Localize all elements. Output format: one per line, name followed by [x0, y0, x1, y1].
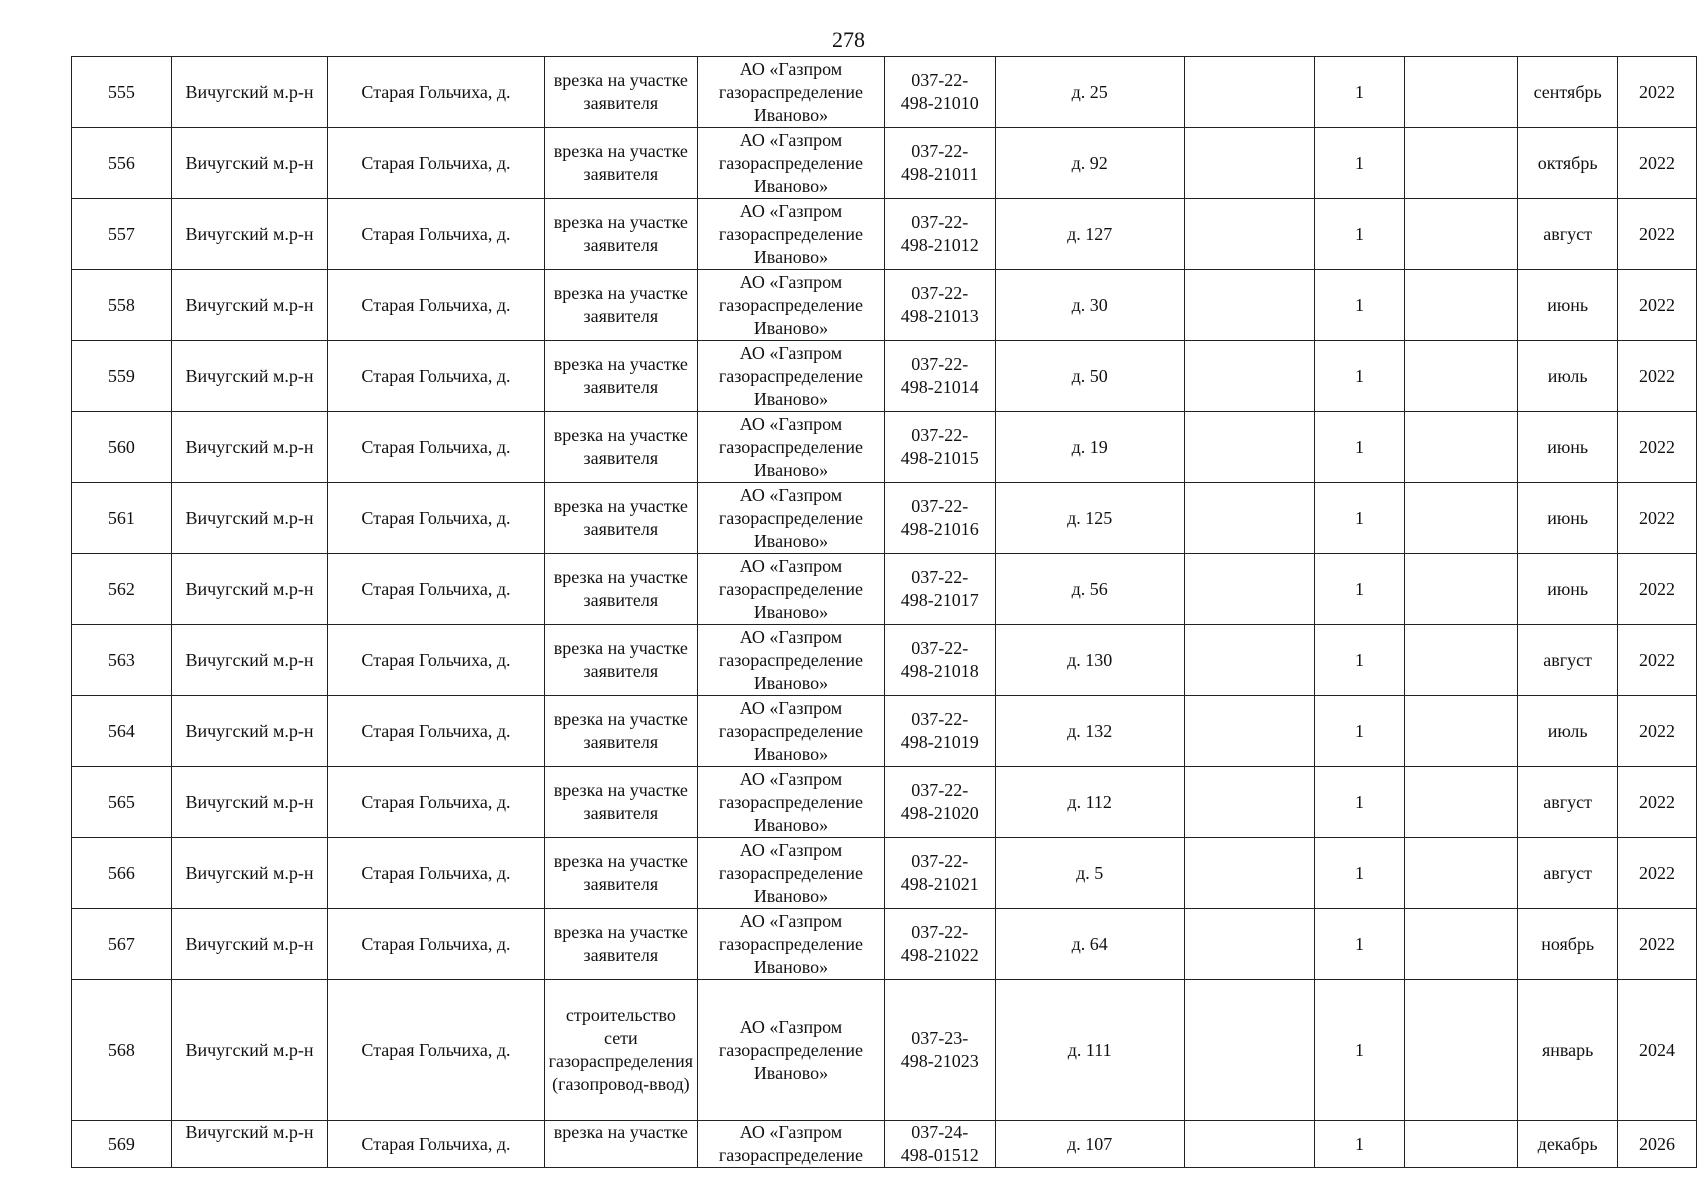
- organization-line: Иваново»: [753, 317, 829, 338]
- district-cell: Вичугский м.р-н: [171, 57, 328, 128]
- house-cell: д. 56: [995, 554, 1184, 625]
- row-number: 567: [72, 909, 172, 980]
- organization-cell: [698, 270, 885, 341]
- organization-line: АО «Газпром: [739, 58, 843, 79]
- organization-cell: [698, 696, 885, 767]
- code-line: 498-21022: [900, 945, 979, 965]
- empty-cell: [1184, 57, 1314, 128]
- empty-cell: [1404, 767, 1517, 838]
- table-row: [72, 767, 1697, 838]
- organization-line: газораспределение: [718, 365, 864, 386]
- code-line: 498-21017: [900, 590, 979, 610]
- organization-cell: [698, 199, 885, 270]
- code-cell: [884, 412, 995, 483]
- code-line: 037-22-: [911, 70, 969, 90]
- code-line: 498-21020: [900, 803, 979, 823]
- year-cell: 2022: [1618, 554, 1697, 625]
- table-row: [72, 980, 1697, 1121]
- work-type-cell: врезка на участке заявителя: [544, 909, 697, 980]
- code-cell: [884, 696, 995, 767]
- district-cell: Вичугский м.р-н: [171, 625, 328, 696]
- empty-cell: [1404, 625, 1517, 696]
- month-cell: август: [1518, 199, 1618, 270]
- month-cell: декабрь: [1518, 1121, 1618, 1168]
- year-cell: 2026: [1618, 1121, 1697, 1168]
- code-line: 498-21019: [900, 732, 979, 752]
- code-line: 498-21016: [900, 519, 979, 539]
- code-line: 037-22-: [911, 212, 969, 232]
- table-row: [72, 199, 1697, 270]
- code-cell: [884, 341, 995, 412]
- organization-cell: [698, 1121, 885, 1168]
- organization-line: Иваново»: [753, 956, 829, 977]
- house-cell: д. 125: [995, 483, 1184, 554]
- district-cell: Вичугский м.р-н: [171, 341, 328, 412]
- locality-cell: Старая Гольчиха, д.: [328, 341, 544, 412]
- house-cell: д. 64: [995, 909, 1184, 980]
- locality-cell: Старая Гольчиха, д.: [328, 909, 544, 980]
- register-table: [71, 56, 1697, 1168]
- district-cell: Вичугский м.р-н: [171, 838, 328, 909]
- work-type-cell: врезка на участке заявителя: [544, 128, 697, 199]
- month-cell: август: [1518, 625, 1618, 696]
- code-line: 037-22-: [911, 283, 969, 303]
- month-cell: ноябрь: [1518, 909, 1618, 980]
- locality-cell: Старая Гольчиха, д.: [328, 199, 544, 270]
- house-cell: д. 107: [995, 1121, 1184, 1168]
- empty-cell: [1404, 980, 1517, 1121]
- organization-line: АО «Газпром: [739, 839, 843, 860]
- month-cell: июнь: [1518, 554, 1618, 625]
- table-body: [72, 57, 1697, 1168]
- quantity-cell: 1: [1315, 199, 1405, 270]
- year-cell: 2022: [1618, 412, 1697, 483]
- empty-cell: [1404, 270, 1517, 341]
- code-cell: [884, 199, 995, 270]
- empty-cell: [1404, 838, 1517, 909]
- year-cell: 2022: [1618, 270, 1697, 341]
- house-cell: д. 30: [995, 270, 1184, 341]
- year-cell: 2022: [1618, 696, 1697, 767]
- row-number: 561: [72, 483, 172, 554]
- code-cell: [884, 270, 995, 341]
- month-cell: июнь: [1518, 483, 1618, 554]
- month-cell: июль: [1518, 341, 1618, 412]
- month-cell: октябрь: [1518, 128, 1618, 199]
- year-cell: 2024: [1618, 980, 1697, 1121]
- quantity-cell: 1: [1315, 57, 1405, 128]
- work-type-cell: врезка на участке заявителя: [544, 838, 697, 909]
- locality-cell: Старая Гольчиха, д.: [328, 625, 544, 696]
- table-row: [72, 1121, 1697, 1168]
- empty-cell: [1404, 696, 1517, 767]
- row-number: 563: [72, 625, 172, 696]
- district-cell: Вичугский м.р-н: [171, 1121, 328, 1168]
- empty-cell: [1184, 1121, 1314, 1168]
- row-number: 560: [72, 412, 172, 483]
- work-type-cell: врезка на участке заявителя: [544, 696, 697, 767]
- code-cell: [884, 483, 995, 554]
- house-cell: д. 50: [995, 341, 1184, 412]
- empty-cell: [1184, 980, 1314, 1121]
- house-cell: д. 130: [995, 625, 1184, 696]
- organization-line: Иваново»: [753, 1062, 829, 1083]
- row-number: 559: [72, 341, 172, 412]
- empty-cell: [1184, 412, 1314, 483]
- organization-line: Иваново»: [753, 530, 829, 551]
- work-type-cell: врезка на участке заявителя: [544, 341, 697, 412]
- quantity-cell: 1: [1315, 696, 1405, 767]
- organization-line: газораспределение: [718, 791, 864, 812]
- year-cell: 2022: [1618, 57, 1697, 128]
- organization-line: АО «Газпром: [739, 555, 843, 576]
- empty-cell: [1184, 838, 1314, 909]
- code-line: 498-21010: [900, 93, 979, 113]
- month-cell: январь: [1518, 980, 1618, 1121]
- house-cell: д. 19: [995, 412, 1184, 483]
- house-cell: д. 112: [995, 767, 1184, 838]
- organization-cell: [698, 128, 885, 199]
- table-row: [72, 838, 1697, 909]
- organization-line: газораспределение: [718, 1039, 864, 1060]
- month-cell: июль: [1518, 696, 1618, 767]
- code-line: 037-22-: [911, 638, 969, 658]
- quantity-cell: 1: [1315, 554, 1405, 625]
- code-cell: [884, 909, 995, 980]
- organization-cell: [698, 767, 885, 838]
- organization-cell: [698, 980, 885, 1121]
- row-number: 568: [72, 980, 172, 1121]
- quantity-cell: 1: [1315, 909, 1405, 980]
- quantity-cell: 1: [1315, 128, 1405, 199]
- quantity-cell: 1: [1315, 980, 1405, 1121]
- house-cell: д. 5: [995, 838, 1184, 909]
- table-row: [72, 625, 1697, 696]
- row-number: 562: [72, 554, 172, 625]
- month-cell: июнь: [1518, 412, 1618, 483]
- empty-cell: [1184, 909, 1314, 980]
- month-cell: июнь: [1518, 270, 1618, 341]
- row-number: 555: [72, 57, 172, 128]
- empty-cell: [1404, 554, 1517, 625]
- organization-line: АО «Газпром: [739, 413, 843, 434]
- code-line: 498-21023: [900, 1051, 979, 1071]
- house-cell: д. 92: [995, 128, 1184, 199]
- table-row: [72, 270, 1697, 341]
- code-line: 498-21021: [900, 874, 979, 894]
- work-type-cell: врезка на участке заявителя: [544, 767, 697, 838]
- empty-cell: [1184, 554, 1314, 625]
- year-cell: 2022: [1618, 767, 1697, 838]
- organization-line: газораспределение: [718, 436, 864, 457]
- district-cell: Вичугский м.р-н: [171, 554, 328, 625]
- organization-line: АО «Газпром: [739, 697, 843, 718]
- district-cell: Вичугский м.р-н: [171, 270, 328, 341]
- empty-cell: [1404, 412, 1517, 483]
- work-type-cell: врезка на участке заявителя: [544, 57, 697, 128]
- organization-line: АО «Газпром: [739, 626, 843, 647]
- code-line: 037-24-: [911, 1122, 969, 1142]
- year-cell: 2022: [1618, 199, 1697, 270]
- year-cell: 2022: [1618, 128, 1697, 199]
- work-type-cell: врезка на участке заявителя: [544, 199, 697, 270]
- quantity-cell: 1: [1315, 838, 1405, 909]
- empty-cell: [1184, 625, 1314, 696]
- code-line: 498-21014: [900, 377, 979, 397]
- house-cell: д. 111: [995, 980, 1184, 1121]
- code-cell: [884, 767, 995, 838]
- locality-cell: Старая Гольчиха, д.: [328, 980, 544, 1121]
- month-cell: сентябрь: [1518, 57, 1618, 128]
- organization-line: Иваново»: [753, 743, 829, 764]
- organization-cell: [698, 909, 885, 980]
- quantity-cell: 1: [1315, 767, 1405, 838]
- year-cell: 2022: [1618, 483, 1697, 554]
- table-row: [72, 554, 1697, 625]
- empty-cell: [1404, 199, 1517, 270]
- organization-line: газораспределение: [718, 1145, 864, 1165]
- page-number: 278: [832, 27, 865, 52]
- work-type-cell: строительство сети газораспределения (газопровод-ввод): [544, 980, 697, 1121]
- organization-line: Иваново»: [753, 601, 829, 622]
- code-line: 037-22-: [911, 567, 969, 587]
- organization-line: газораспределение: [718, 81, 864, 102]
- table-row: [72, 341, 1697, 412]
- code-line: 498-21012: [900, 235, 979, 255]
- house-cell: д. 25: [995, 57, 1184, 128]
- locality-cell: Старая Гольчиха, д.: [328, 767, 544, 838]
- empty-cell: [1184, 483, 1314, 554]
- locality-cell: Старая Гольчиха, д.: [328, 696, 544, 767]
- organization-line: АО «Газпром: [739, 129, 843, 150]
- code-cell: [884, 128, 995, 199]
- code-line: 498-21011: [901, 164, 979, 184]
- district-cell: Вичугский м.р-н: [171, 767, 328, 838]
- organization-cell: [698, 412, 885, 483]
- empty-cell: [1404, 909, 1517, 980]
- locality-cell: Старая Гольчиха, д.: [328, 483, 544, 554]
- month-cell: август: [1518, 767, 1618, 838]
- district-cell: Вичугский м.р-н: [171, 128, 328, 199]
- code-line: 037-23-: [911, 1028, 969, 1048]
- quantity-cell: 1: [1315, 625, 1405, 696]
- month-cell: август: [1518, 838, 1618, 909]
- organization-line: АО «Газпром: [739, 484, 843, 505]
- code-line: 037-22-: [911, 851, 969, 871]
- empty-cell: [1184, 341, 1314, 412]
- organization-cell: [698, 625, 885, 696]
- empty-cell: [1184, 128, 1314, 199]
- district-cell: Вичугский м.р-н: [171, 483, 328, 554]
- district-cell: Вичугский м.р-н: [171, 980, 328, 1121]
- organization-line: газораспределение: [718, 578, 864, 599]
- organization-line: АО «Газпром: [739, 768, 843, 789]
- row-number: 565: [72, 767, 172, 838]
- code-line: 037-22-: [911, 425, 969, 445]
- table-row: [72, 696, 1697, 767]
- table-row: [72, 483, 1697, 554]
- organization-line: Иваново»: [753, 175, 829, 196]
- organization-line: газораспределение: [718, 152, 864, 173]
- empty-cell: [1184, 199, 1314, 270]
- organization-line: газораспределение: [718, 223, 864, 244]
- quantity-cell: 1: [1315, 412, 1405, 483]
- work-type-cell: врезка на участке заявителя: [544, 483, 697, 554]
- quantity-cell: 1: [1315, 270, 1405, 341]
- work-type-cell: врезка на участке заявителя: [544, 270, 697, 341]
- organization-line: АО «Газпром: [739, 342, 843, 363]
- locality-cell: Старая Гольчиха, д.: [328, 554, 544, 625]
- district-cell: Вичугский м.р-н: [171, 696, 328, 767]
- organization-cell: [698, 838, 885, 909]
- code-line: 498-21015: [900, 448, 979, 468]
- table-row: [72, 128, 1697, 199]
- organization-line: Иваново»: [753, 672, 829, 693]
- empty-cell: [1404, 1121, 1517, 1168]
- district-cell: Вичугский м.р-н: [171, 199, 328, 270]
- organization-line: газораспределение: [718, 933, 864, 954]
- row-number: 558: [72, 270, 172, 341]
- code-cell: [884, 554, 995, 625]
- code-line: 037-22-: [911, 141, 969, 161]
- locality-cell: Старая Гольчиха, д.: [328, 1121, 544, 1168]
- house-cell: д. 132: [995, 696, 1184, 767]
- code-cell: [884, 980, 995, 1121]
- work-type-cell: врезка на участке: [544, 1121, 697, 1168]
- empty-cell: [1404, 483, 1517, 554]
- code-line: 498-01512: [900, 1145, 979, 1165]
- organization-line: газораспределение: [718, 507, 864, 528]
- empty-cell: [1404, 128, 1517, 199]
- year-cell: 2022: [1618, 625, 1697, 696]
- organization-cell: [698, 341, 885, 412]
- table-row: [72, 412, 1697, 483]
- empty-cell: [1184, 270, 1314, 341]
- organization-line: АО «Газпром: [739, 1016, 843, 1037]
- organization-line: Иваново»: [753, 459, 829, 480]
- organization-cell: [698, 483, 885, 554]
- organization-cell: [698, 57, 885, 128]
- locality-cell: Старая Гольчиха, д.: [328, 838, 544, 909]
- locality-cell: Старая Гольчиха, д.: [328, 412, 544, 483]
- row-number: 557: [72, 199, 172, 270]
- quantity-cell: 1: [1315, 483, 1405, 554]
- code-cell: [884, 57, 995, 128]
- year-cell: 2022: [1618, 909, 1697, 980]
- empty-cell: [1184, 767, 1314, 838]
- code-line: 498-21013: [900, 306, 979, 326]
- organization-line: АО «Газпром: [739, 910, 843, 931]
- code-cell: [884, 625, 995, 696]
- code-line: 037-22-: [911, 780, 969, 800]
- work-type-cell: врезка на участке заявителя: [544, 554, 697, 625]
- organization-cell: [698, 554, 885, 625]
- organization-line: газораспределение: [718, 720, 864, 741]
- row-number: 569: [72, 1121, 172, 1168]
- work-type-cell: врезка на участке заявителя: [544, 625, 697, 696]
- work-type-cell: врезка на участке заявителя: [544, 412, 697, 483]
- empty-cell: [1184, 696, 1314, 767]
- row-number: 556: [72, 128, 172, 199]
- year-cell: 2022: [1618, 838, 1697, 909]
- row-number: 564: [72, 696, 172, 767]
- table-row: [72, 57, 1697, 128]
- code-cell: [884, 1121, 995, 1168]
- locality-cell: Старая Гольчиха, д.: [328, 57, 544, 128]
- district-cell: Вичугский м.р-н: [171, 909, 328, 980]
- code-line: 037-22-: [911, 922, 969, 942]
- year-cell: 2022: [1618, 341, 1697, 412]
- code-line: 037-22-: [911, 354, 969, 374]
- code-line: 498-21018: [900, 661, 979, 681]
- table-row: [72, 909, 1697, 980]
- quantity-cell: 1: [1315, 341, 1405, 412]
- locality-cell: Старая Гольчиха, д.: [328, 128, 544, 199]
- quantity-cell: 1: [1315, 1121, 1405, 1168]
- code-cell: [884, 838, 995, 909]
- organization-line: АО «Газпром: [739, 1122, 843, 1142]
- organization-line: Иваново»: [753, 388, 829, 409]
- organization-line: АО «Газпром: [739, 271, 843, 292]
- house-cell: д. 127: [995, 199, 1184, 270]
- organization-line: Иваново»: [753, 814, 829, 835]
- district-cell: Вичугский м.р-н: [171, 412, 328, 483]
- empty-cell: [1404, 341, 1517, 412]
- locality-cell: Старая Гольчиха, д.: [328, 270, 544, 341]
- organization-line: газораспределение: [718, 862, 864, 883]
- code-line: 037-22-: [911, 496, 969, 516]
- organization-line: газораспределение: [718, 294, 864, 315]
- organization-line: Иваново»: [753, 246, 829, 267]
- organization-line: газораспределение: [718, 649, 864, 670]
- code-line: 037-22-: [911, 709, 969, 729]
- organization-line: АО «Газпром: [739, 200, 843, 221]
- row-number: 566: [72, 838, 172, 909]
- organization-line: Иваново»: [753, 104, 829, 125]
- organization-line: Иваново»: [753, 885, 829, 906]
- empty-cell: [1404, 57, 1517, 128]
